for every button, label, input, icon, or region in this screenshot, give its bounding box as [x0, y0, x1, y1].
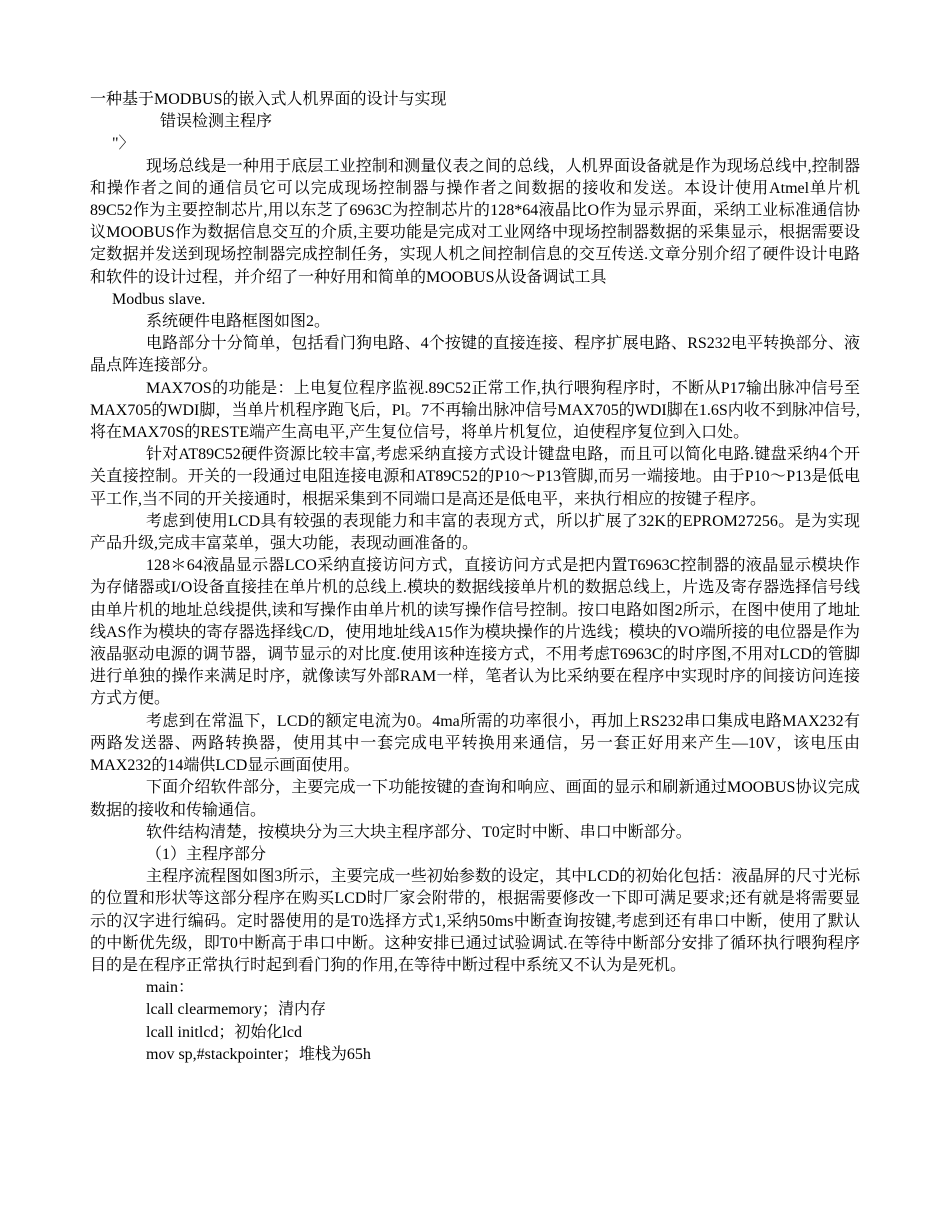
- paragraph-software-intro: 下面介绍软件部分，主要完成一下功能按键的查询和响应、画面的显示和刷新通过MOOBUS协议完成数据的接收和传输通信。: [90, 779, 860, 819]
- document-subtitle: 错误检测主程序: [160, 113, 273, 131]
- paragraph-max705: MAX7OS的功能是：上电复位程序监视.89C52正常工作,执行喂狗程序时，不断从P17输出脉冲信号至MAX705的WDI脚，当单片机程序跑飞后，Pl。7不再输出脉冲信号MAX705的WDI脚在1.6S内收不到脉冲信号,将在MAX70S的RESTE端产生高电平,产生复位信号，将单片机复位，迫使程序复位到入口处。: [90, 379, 860, 442]
- paragraph-modbus-slave: Modbus slave.: [112, 290, 206, 308]
- quote-mark: "〉: [112, 135, 135, 153]
- paragraph-lcd-access: 128＊64液晶显示器LCO采纳直接访问方式，直接访问方式是把内置T6963C控制器的液晶显示模块作为存储器或I/O设备直接挂在单片机的总线上.模块的数据线接单片机的数据总线上，片选及寄存器选择信号线由单片机的地址总线提供,读和写操作由单片机的读写操作信号控制。按口电路如图2所示，在图中使用了地址线AS作为模块的寄存器选择线C/D，使用地址线A15作为模块操作的片选线；模块的VO端所接的电位器是作为液晶驱动电源的调节器，调节显示的对比度.使用该种连接方式，不用考虑T6963C的时序图,不用对LCD的管脚进行单独的操作来满足时序，就像读写外部RAM一样，笔者认为比采纳要在程序中实现时序的间接访问连接方式方便。: [90, 557, 860, 708]
- document-title: 一种基于MODBUS的嵌入式人机界面的设计与实现: [90, 91, 447, 108]
- paragraph-lcd-power: 考虑到在常温下，LCD的额定电流为0。4ma所需的功率很小，再加上RS232串口集成电路MAX232有两路发送器、两路转换器，使用其中一套完成电平转换用来通信，另一套正好用来产生—10V，该电压由MAX232的14端供LCD显示画面使用。: [90, 712, 860, 775]
- paragraph-software-structure: 软件结构清楚，按模块分为三大块主程序部分、T0定时中断、串口中断部分。: [146, 823, 692, 841]
- paragraph-hardware-diagram: 系统硬件电路框图如图2。: [146, 313, 331, 331]
- code-line: mov sp,#stackpointer；堆栈为65h: [146, 1045, 371, 1063]
- paragraph-keyboard: 针对AT89C52硬件资源比较丰富,考虑采纳直接方式设计键盘电路，而且可以简化电路.键盘采纳4个开关直接控制。开关的一段通过电阻连接电源和AT89C52的P10～P13管脚,而另一端接地。由于P10～P13是低电平工作,当不同的开关接通时，根据采集到不同端口是高还是低电平，来执行相应的按键子程序。: [90, 446, 860, 508]
- code-line: lcall initlcd；初始化lcd: [146, 1023, 302, 1041]
- section-heading-main-program: （1）主程序部分: [146, 845, 267, 863]
- code-line: lcall clearmemory；清内存: [146, 1001, 326, 1019]
- code-line: main：: [146, 979, 194, 997]
- paragraph-intro: 现场总线是一种用于底层工业控制和测量仪表之间的总线，人机界面设备就是作为现场总线中,控制器和操作者之间的通信员它可以完成现场控制器与操作者之间数据的接收和发送。本设计使用Atmel单片机89C52作为主要控制芯片,用以东芝了6963C为控制芯片的128*64液晶比O作为显示界面，采纳工业标准通信协议MOOBUS作为数据信息交互的介质,主要功能是完成对工业网络中现场控制器数据的采集显示，根据需要设定数据并发送到现场控制器完成控制任务，实现人机之间控制信息的交互传送.文章分别介绍了硬件设计电路和软件的设计过程，并介绍了一种好用和简单的MOOBUS从设备调试工具: [90, 157, 860, 286]
- document-page: [90, 89, 860, 1066]
- paragraph-eprom: 考虑到使用LCD具有较强的表现能力和丰富的表现方式，所以扩展了32K的EPROM27256。是为实现产品升级,完成丰富菜单，强大功能，表现动画准备的。: [90, 512, 860, 553]
- paragraph-main-program: 主程序流程图如图3所示，主要完成一些初始参数的设定，其中LCD的初始化包括：液晶屏的尺寸光标的位置和形状等这部分程序在购买LCD时厂家会附带的，根据需要修改一下即可满足要求;还有就是将需要显示的汉字进行编码。定时器使用的是T0选择方式1,采纳50ms中断查询按键,考虑到还有串口中断，使用了默认的中断优先级，即T0中断高于串口中断。这种安排已通过试验调试.在等待中断部分安排了循环执行喂狗程序目的是在程序正常执行时起到看门狗的作用,在等待中断过程中系统又不认为是死机。: [90, 868, 860, 974]
- paragraph-circuit: 电路部分十分简单，包括看门狗电路、4个按键的直接连接、程序扩展电路、RS232电平转换部分、液晶点阵连接部分。: [90, 335, 860, 375]
